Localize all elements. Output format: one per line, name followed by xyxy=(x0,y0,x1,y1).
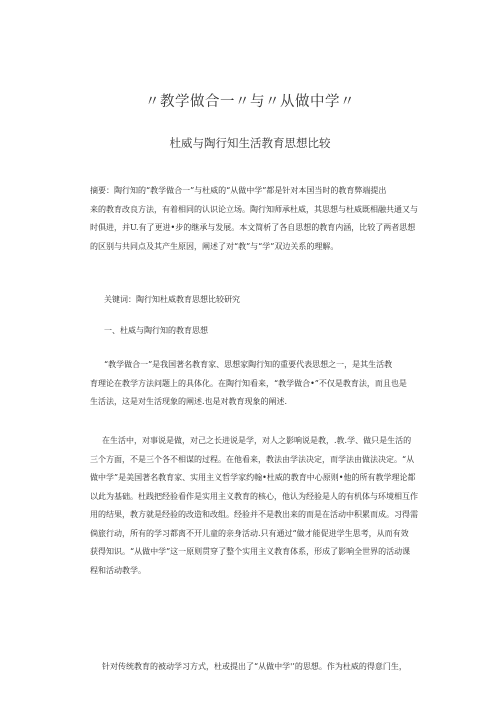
paragraph-3 xyxy=(90,658,450,677)
paragraph-1 xyxy=(90,356,450,412)
paragraph-line: 程和活动教学。 xyxy=(90,565,146,575)
abstract-line: 时俱进，并U.有了更进•步的继承与发展。本文简析了各自思想的教育内涵，比较了两者思想 xyxy=(90,223,416,232)
paragraph-line: 以此为基础。杜践把经验看作是实用主义教育的核心，他认为经验是人的有机体与环境相互作 xyxy=(90,491,418,501)
abstract-line: 摘要：陶行知的“教学做合一”与杜威的“从做中学”都是针对本国当时的教育弊端提出 xyxy=(90,186,387,195)
keywords: 关键词：陶行知杜威教育思想比较研究 xyxy=(104,295,240,304)
paragraph-line: 获得知识。“从做中学”这一原则贯穿了整个实用主义教育体系，形成了影响全世界的活动课 xyxy=(90,547,411,556)
paragraph-line: 在生活中，对事说是做，对己之长进说是学，对人之影响说是教，.教.学、做只是生活的 xyxy=(102,436,412,445)
paragraph-line: 针对传统教育的被动学习方式，杜或提出了“从做中学'’的思想。作为杜威的得意门生， xyxy=(102,662,407,671)
section-heading: 一、杜威与陶行知的教育思想 xyxy=(104,326,208,335)
paragraph-line: 三个方面，不是三个各不相谋的过程。在他看来，教法由学法决定，而学法由做法决定。“从 xyxy=(90,454,415,464)
paragraph-line: 育理论在教学方法问题上的具体化。在陶行知看来，“教学做合•”不仅是教育法，而且也是 xyxy=(90,378,407,388)
abstract xyxy=(90,182,450,256)
abstract-line: 来的教育改良方法，有着相同的认识论立场。陶行知师承杜威，其思想与杜威既相融共通又与 xyxy=(90,204,418,214)
paragraph-line: 做中学”是美国著名教育家、实用主义哲学家约翰•杜威的教育中心原则•他的所有教学理论都 xyxy=(90,473,416,482)
paragraph-line: 用的结果，教方就是经验的改造和改组。经验并不是教出来的而是在活动中积累而成。习得需 xyxy=(90,510,418,519)
document-title: 〃教学做合一〃与〃从做中学〃 xyxy=(145,94,355,110)
paragraph-2 xyxy=(90,432,450,580)
paragraph-line: 生活法，这是对生活现象的阐述.也是对教育现象的阐述. xyxy=(90,397,288,406)
abstract-line: 的区别与共同点及其产生原因，阐述了对“教”与“学”双边关系的理解。 xyxy=(90,241,339,251)
paragraph-line: 倘旅行动，所有的学习都离不开儿童的亲身活动.只有通过“做才能促进学生思考，从而有效 xyxy=(90,528,409,538)
document-subtitle: 杜威与陶行知生活教育思想比较 xyxy=(169,136,331,150)
paragraph-line: “教学做合一”是我国著名教育家、思想家陶行知的重要代表思想之一，是其生活教 xyxy=(104,360,393,369)
